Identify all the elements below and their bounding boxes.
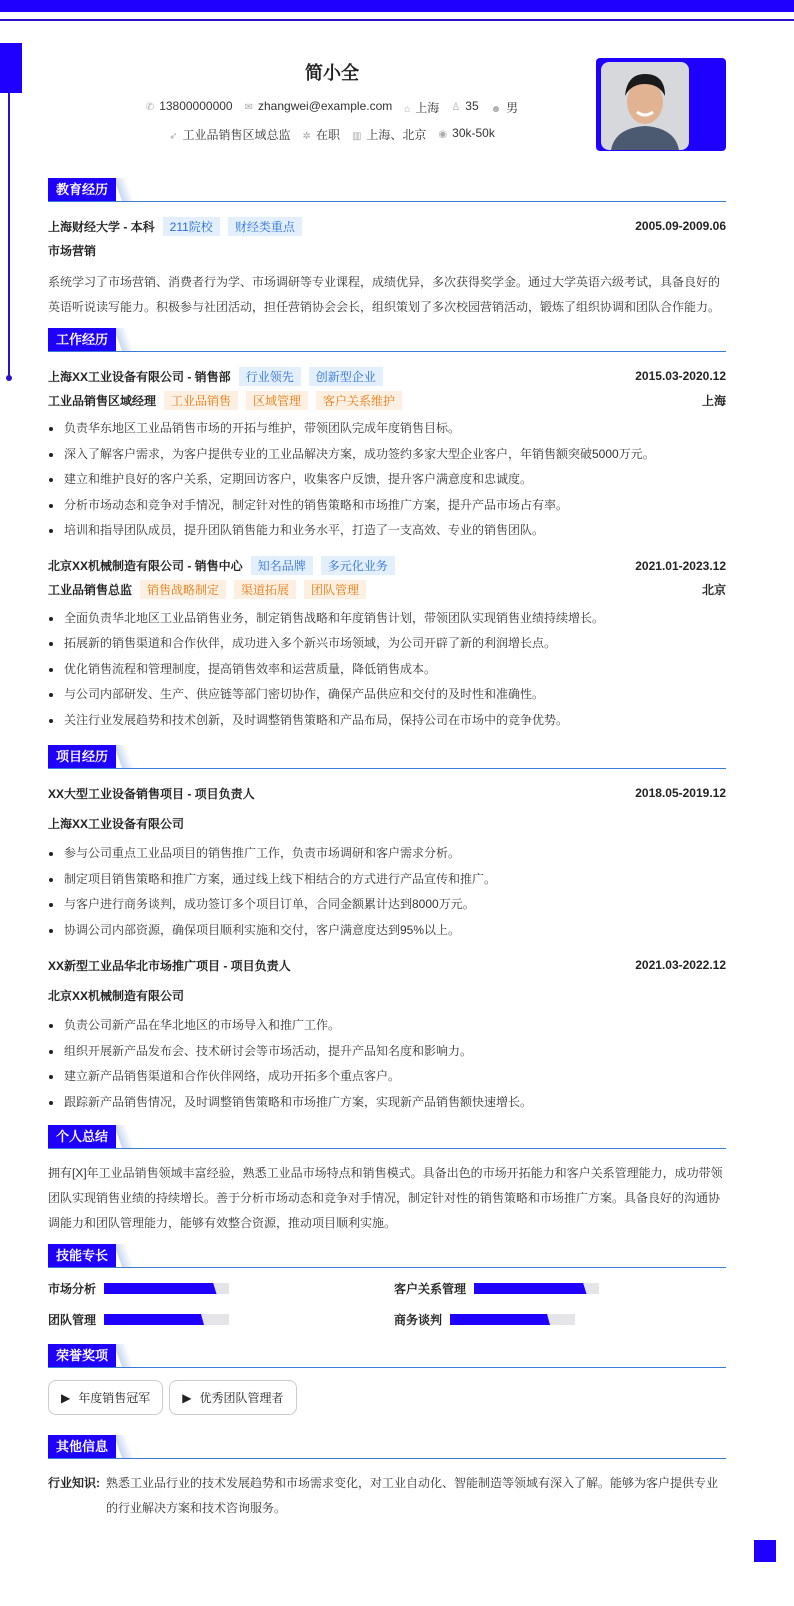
play-icon: ▶ [61,1390,71,1405]
age-icon: ♙ [451,102,461,113]
section-education-header [48,178,726,202]
work-company-row [48,364,726,388]
list-item: 关注行业发展趋势和技术创新，及时调整销售策略和产品布局，保持公司在市场中的竞争优势。 [48,708,726,734]
tag: 销售战略制定 [140,580,226,599]
skill-item [394,1311,726,1328]
tag: 团队管理 [304,580,366,599]
award-item [169,1380,296,1415]
list-item: 建立新产品销售渠道和合作伙伴网络，成功开拓多个重点客户。 [48,1064,726,1090]
gender: 男 [506,101,519,115]
work-bullets [48,606,726,734]
skill-name: 客户关系管理 [394,1282,467,1296]
left-timeline-dot [6,375,12,381]
list-item: 协调公司内部资源，确保项目顺利实施和交付，客户满意度达到95%以上。 [48,918,726,944]
work-bullets [48,416,726,544]
major-text: 市场营销 [48,243,97,258]
list-item: 深入了解客户需求，为客户提供专业的工业品解决方案，成功签约多家大型企业客户，年销售额突破5000万元。 [48,442,726,468]
avatar [601,62,689,150]
summary-text: 拥有[X]年工业品销售领域丰富经验，熟悉工业品市场特点和销售模式。具备出色的市场开拓能力和客户关系管理能力，成功带领团队实现销售业绩的持续增长。善于分析市场动态和竞争对手情况，制定针对性的销售策略和市场推广方案。具备良好的沟通协调能力和团队管理能力，能够有效整合资源，推动项目顺利实施。 [48,1166,723,1230]
list-item: 负责华东地区工业品销售市场的开拓与维护，带领团队完成年度销售目标。 [48,416,726,442]
list-item: 分析市场动态和竞争对手情况，制定针对性的销售策略和市场推广方案，提升产品市场占有率。 [48,493,726,519]
section-other-header [48,1435,726,1459]
section-title: 个人总结 [48,1125,116,1148]
section-title: 教育经历 [48,178,116,201]
award-label: 优秀团队管理者 [199,1391,284,1405]
section-title: 项目经历 [48,745,116,768]
tag: 多元化业务 [321,556,395,575]
other-info [48,1471,726,1521]
home-icon: ⌂ [404,104,411,115]
profile-photo [596,58,726,151]
project-name: XX新型工业品华北市场推广项目 - 项目负责人 [48,958,291,973]
role-group [48,391,402,410]
skill-bar-fill [450,1314,550,1325]
list-item: 培训和指导团队成员，提升团队销售能力和业务水平，打造了一支高效、专业的销售团队。 [48,518,726,544]
skill-item [48,1311,394,1328]
education-row [48,214,726,238]
location: 上海 [701,393,726,408]
tag: 行业领先 [239,367,301,386]
section-summary-header [48,1125,726,1149]
position: 工业品销售区域总监 [182,128,291,142]
email: zhangwei@example.com [258,99,393,113]
section-work-header [48,328,726,352]
project-row [48,953,726,977]
status: 在职 [315,128,340,142]
skill-bar [450,1314,575,1325]
company-group [48,367,383,386]
list-item: 建立和维护良好的客户关系，定期回访客户，收集客户反馈，提升客户满意度和忠诚度。 [48,467,726,493]
tag: 创新型企业 [309,367,383,386]
send-icon: ➶ [169,131,178,142]
skill-bar-fill [104,1283,217,1294]
other-text: 熟悉工业品行业的技术发展趋势和市场需求变化，对工业自动化、智能制造等领域有深入了解。能够为客户提供专业的行业解决方案和技术咨询服务。 [106,1476,719,1515]
date: 2021.03-2022.12 [635,958,726,972]
project-row [48,781,726,805]
project-company: 北京XX机械制造有限公司 [48,988,185,1003]
role: 工业品销售总监 [48,583,133,597]
list-item: 负责公司新产品在华北地区的市场导入和推广工作。 [48,1013,726,1039]
skill-item [394,1280,726,1297]
project-company-row [48,811,726,835]
skill-bar [104,1283,229,1294]
top-divider [0,19,794,21]
phone-icon: ✆ [145,102,155,113]
list-item: 拓展新的销售渠道和合作伙伴，成功进入多个新兴市场领域，为公司开辟了新的利润增长点。 [48,631,726,657]
skill-item [48,1280,394,1297]
other-label: 行业知识: [48,1476,100,1490]
salary-icon: ◉ [438,129,448,140]
status-icon: ✲ [302,131,311,142]
top-accent-bar [0,0,794,12]
work-company-row [48,554,726,578]
list-item: 参与公司重点工业品项目的销售推广工作，负责市场调研和客户需求分析。 [48,841,726,867]
list-item: 组织开展新产品发布会、技术研讨会等市场活动，提升产品知名度和影响力。 [48,1039,726,1065]
candidate-name: 简小全 [305,63,359,83]
award-label: 年度销售冠军 [78,1391,151,1405]
award-item [48,1380,163,1415]
tag: 211院校 [163,217,220,236]
role: 工业品销售区域经理 [48,393,157,408]
role-group [48,580,366,599]
awards-list [48,1380,726,1415]
list-item: 跟踪新产品销售情况，及时调整销售策略和市场推广方案，实现新产品销售额快速增长。 [48,1090,726,1116]
list-item: 全面负责华北地区工业品销售业务，制定销售战略和年度销售计划，带领团队实现销售业绩持续增长。 [48,606,726,632]
project-bullets [48,841,726,943]
section-title: 其他信息 [48,1435,116,1458]
tag: 渠道拓展 [234,580,296,599]
company: 上海XX工业设备有限公司 - 销售部 [48,369,231,384]
building-icon: ▥ [351,131,362,142]
major [48,238,726,262]
project-bullets [48,1013,726,1115]
right-accent-block [754,1540,776,1562]
section-title: 技能专长 [48,1244,116,1267]
project-company-row [48,983,726,1007]
work-role-row [48,578,726,602]
skill-name: 商务谈判 [394,1313,443,1327]
school: 上海财经大学 - 本科 [48,219,155,234]
list-item: 与公司内部研发、生产、供应链等部门密切协作，确保产品供应和交付的及时性和准确性。 [48,682,726,708]
section-skills-header [48,1244,726,1268]
resume-header [48,55,726,155]
salary: 30k-50k [452,126,495,140]
project-name: XX大型工业设备销售项目 - 项目负责人 [48,786,255,801]
skill-bar-fill [474,1283,587,1294]
list-item: 与客户进行商务谈判，成功签订多个项目订单，合同金额累计达到8000万元。 [48,892,726,918]
section-title: 荣誉奖项 [48,1344,116,1367]
date: 2005.09-2009.06 [635,219,726,233]
company-group [48,556,395,575]
play-icon: ▶ [182,1390,192,1405]
skill-bar [104,1314,229,1325]
age: 35 [465,99,479,113]
tag: 财经类重点 [228,217,302,236]
tag: 知名品牌 [251,556,313,575]
date: 2018.05-2019.12 [635,786,726,800]
work-role-row [48,388,726,412]
city: 上海 [415,101,440,115]
location: 北京 [701,583,726,597]
skill-name: 市场分析 [48,1282,97,1296]
phone: 13800000000 [159,99,233,113]
skill-bar [474,1283,599,1294]
skills-grid [48,1280,726,1328]
tag: 区域管理 [246,391,308,410]
project-company: 上海XX工业设备有限公司 [48,816,185,831]
section-awards-header [48,1344,726,1368]
skill-name: 团队管理 [48,1313,97,1327]
date: 2021.01-2023.12 [635,558,726,573]
tag: 客户关系维护 [316,391,402,410]
education-desc: 系统学习了市场营销、消费者行为学、市场调研等专业课程，成绩优异，多次获得奖学金。通过大学英语六级考试，具备良好的英语听说读写能力。积极参与社团活动，担任营销协会会长，组织策划了多次校园营销活动，锻炼了组织协调和团队合作能力。 [48,275,721,314]
list-item: 制定项目销售策略和推广方案，通过线上线下相结合的方式进行产品宣传和推广。 [48,867,726,893]
date: 2015.03-2020.12 [635,369,726,383]
section-projects-header [48,745,726,769]
gender-icon: ☻ [490,104,502,115]
list-item: 优化销售流程和管理制度，提高销售效率和运营质量，降低销售成本。 [48,657,726,683]
skill-bar-fill [104,1314,204,1325]
target-cities: 上海、北京 [366,128,427,142]
section-title: 工作经历 [48,328,116,351]
tag: 工业品销售 [164,391,238,410]
resume-body [48,178,726,1521]
email-icon: ✉ [244,102,253,113]
company: 北京XX机械制造有限公司 - 销售中心 [48,559,243,573]
